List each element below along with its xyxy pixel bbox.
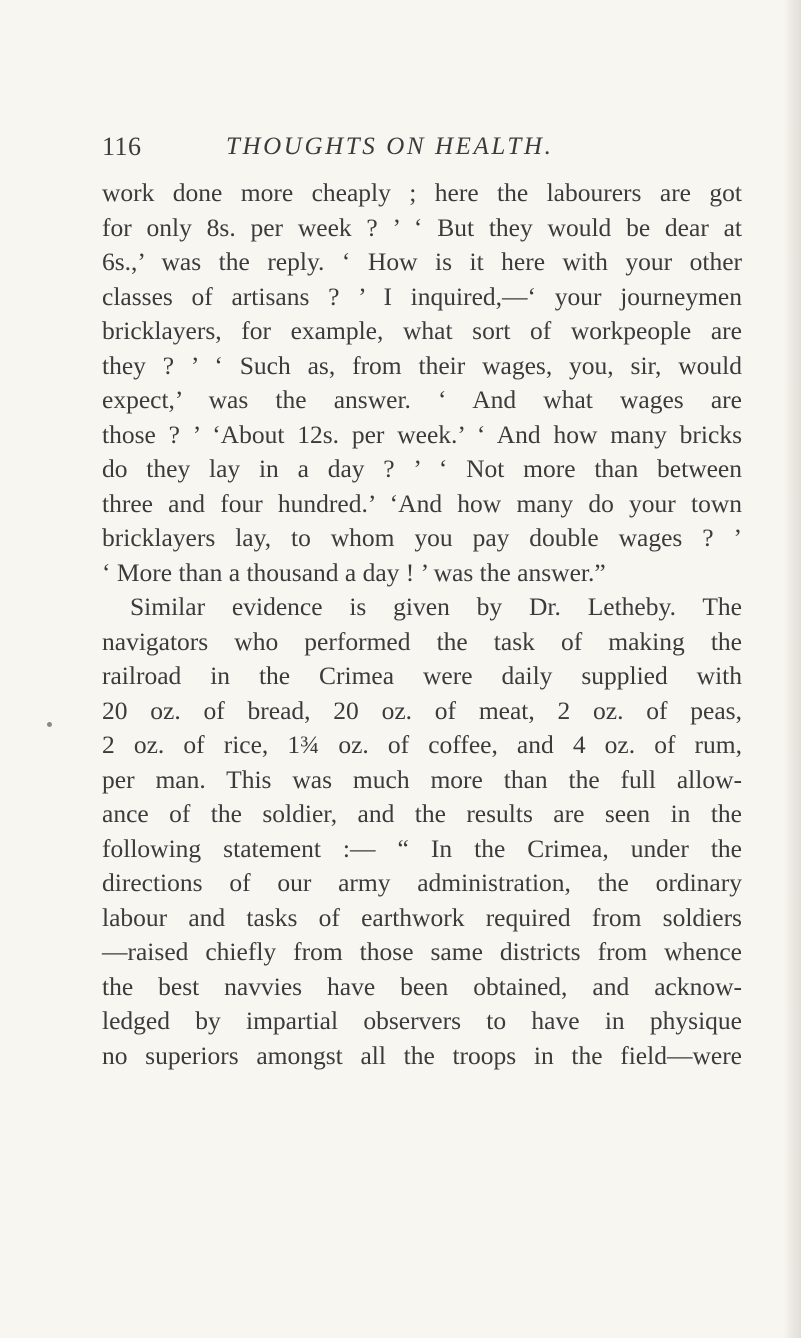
text-line: they ? ’ ‘ Such as, from their wages, you, sir, would [102, 350, 742, 380]
text-line: directions of our army administration, the ordinary [102, 868, 742, 897]
text-line: bricklayers lay, to whom you pay double wages ? ’ [102, 523, 742, 552]
running-title: THOUGHTS ON HEALTH. [226, 133, 554, 160]
text-line: per man. This was much more than the full allow- [102, 764, 742, 794]
text-line: —raised chiefly from those same districts from whence [102, 937, 742, 966]
text-line: following statement :— “ In the Crimea, under the [102, 833, 742, 863]
text-line: 20 oz. of bread, 20 oz. of meat, 2 oz. of peas, [102, 695, 742, 725]
text-line: do they lay in a day ? ’ ‘ Not more than between [102, 454, 742, 483]
text-line: 2 oz. of rice, 1¾ oz. of coffee, and 4 oz. of rum, [102, 730, 742, 759]
paragraph-start-line: Similar evidence is given by Dr. Letheby. The [130, 592, 742, 621]
text-line: those ? ’ ‘About 12s. per week.’ ‘ And how many bricks [102, 419, 742, 449]
text-line: bricklayers, for example, what sort of workpeople are [102, 316, 742, 345]
text-line: navigators who performed the task of making the [102, 626, 742, 656]
margin-dot [47, 722, 52, 727]
page-number: 116 [102, 132, 142, 161]
text-line: ance of the soldier, and the results are seen in the [102, 799, 742, 828]
text-line: for only 8s. per week ? ’ ‘ But they would be dear at [102, 212, 742, 242]
body-text [102, 176, 742, 1073]
text-line: work done more cheaply ; here the labourers are got [102, 178, 742, 207]
text-line: 6s.,’ was the reply. ‘ How is it here with your other [102, 247, 742, 276]
running-head [102, 130, 742, 164]
text-line: expect,’ was the answer. ‘ And what wages are [102, 385, 742, 414]
text-line: the best navvies have been obtained, and acknow- [102, 971, 742, 1001]
text-line: railroad in the Crimea were daily supplied with [102, 661, 742, 690]
text-line: ‘ More than a thousand a day ! ’ was the answer.” [102, 557, 606, 587]
text-line: labour and tasks of earthwork required from soldiers [102, 902, 742, 932]
text-line: ledged by impartial observers to have in physique [102, 1006, 742, 1035]
text-line: no superiors amongst all the troops in the field—were [102, 1040, 742, 1070]
page-edge-shadow [783, 0, 801, 1338]
text-line: classes of artisans ? ’ I inquired,—‘ your journeymen [102, 281, 742, 311]
text-line: three and four hundred.’ ‘And how many do your town [102, 488, 742, 518]
